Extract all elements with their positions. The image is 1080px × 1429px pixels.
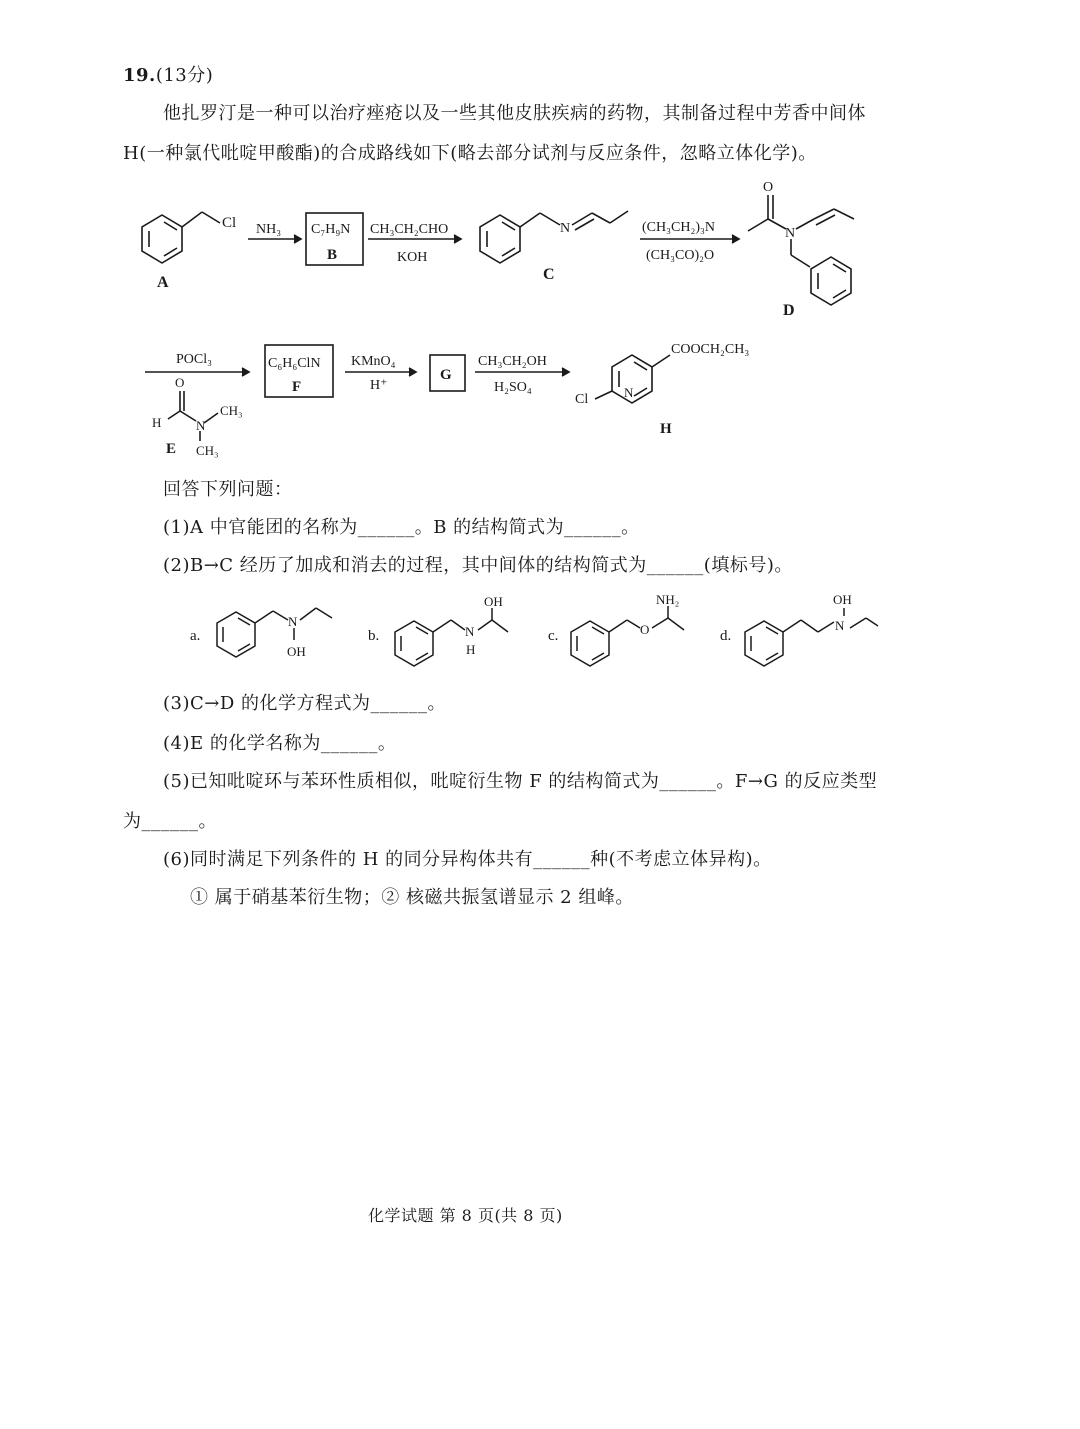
intro-line-2: H(一种氯代吡啶甲酸酯)的合成路线如下(略去部分试剂与反应条件，忽略立体化学)。 [123,143,817,164]
reagent-propanal: CH₃CH₂CHO [370,222,449,237]
reagent-koh: KOH [397,250,428,265]
question-number [123,64,213,88]
e-h-atom: H [152,415,162,430]
a-cl-atom: Cl [222,215,237,231]
e-n-atom: N [196,418,206,433]
question-1: (1)A 中官能团的名称为______。B 的结构简式为______。 [163,517,640,538]
formula-f: C₆H₆ClN [268,356,321,371]
questions-header: 回答下列问题： [163,479,293,500]
question-3: (3)C→D 的化学方程式为______。 [163,693,447,714]
label-f: F [292,379,302,395]
reagent-acetic-anhydride: (CH₃CO)₂O [646,248,715,263]
question-2-options [180,588,900,678]
compound-d-ring [811,257,851,305]
option-c-nh2: NH₂ [656,592,680,607]
d-n-atom: N [785,226,796,241]
question-6-conditions: ① 属于硝基苯衍生物；② 核磁共振氢谱显示 2 组峰。 [190,887,634,908]
label-a: A [157,274,169,291]
question-2: (2)B→C 经历了加成和消去的过程，其中间体的结构简式为______(填标号)。 [163,555,793,576]
h-n-atom: N [624,385,634,400]
compound-a-ring [142,215,182,263]
question-6: (6)同时满足下列条件的 H 的同分异构体共有______种(不考虑立体异构)。 [163,849,772,870]
option-a-oh: OH [287,644,306,659]
reagent-nh3: NH₃ [256,222,282,237]
e-o-atom: O [175,375,185,390]
synthesis-scheme-row-1 [120,175,880,325]
reagent-kmno4: KMnO₄ [351,354,396,369]
option-d-n: N [835,618,845,633]
question-4: (4)E 的化学名称为______。 [163,733,397,754]
question-score: (13分) [155,65,214,86]
reagent-ethanol: CH₃CH₂OH [478,354,547,369]
label-c: C [543,266,555,283]
question-5-line-2: 为______。 [123,811,217,832]
question-5-line-1: (5)已知吡啶环与苯环性质相似，吡啶衍生物 F 的结构简式为______。F→G 的反应类型 [163,771,878,792]
page-footer: 化学试题 第 8 页(共 8 页) [368,1206,563,1225]
question-number-text: 19. [123,65,156,86]
option-a-label: a. [190,628,201,644]
option-c-o: O [640,622,650,637]
d-o-atom: O [763,180,774,195]
label-h: H [660,421,672,437]
option-b-oh: OH [484,594,503,609]
label-b: B [327,247,338,263]
e-ch3-bottom: CH₃ [196,443,219,458]
formula-b: C₇H₉N [311,222,351,237]
option-d-oh: OH [833,592,852,607]
option-b-label: b. [368,628,380,644]
label-g: G [440,367,452,383]
e-ch3-top: CH₃ [220,403,243,418]
synthesis-scheme-row-2 [140,335,800,465]
label-d: D [783,302,795,319]
h-cl-atom: Cl [575,392,589,407]
option-b-h: H [466,642,476,657]
reagent-h-plus: H⁺ [370,378,388,393]
option-d-label: d. [720,628,732,644]
c-n-atom: N [560,221,571,236]
label-e: E [166,441,177,457]
option-a-n: N [288,614,298,629]
h-ester-group: COOCH₂CH₃ [671,342,750,357]
reagent-pocl3: POCl₃ [176,352,213,367]
reagent-h2so4: H₂SO₄ [494,380,532,395]
intro-line-1: 他扎罗汀是一种可以治疗痤疮以及一些其他皮肤疾病的药物，其制备过程中芳香中间体 [163,103,866,124]
reagent-triethylamine: (CH₃CH₂)₃N [642,220,715,235]
option-c-label: c. [548,628,559,644]
option-b-n: N [465,624,475,639]
compound-c-ring [480,215,520,263]
